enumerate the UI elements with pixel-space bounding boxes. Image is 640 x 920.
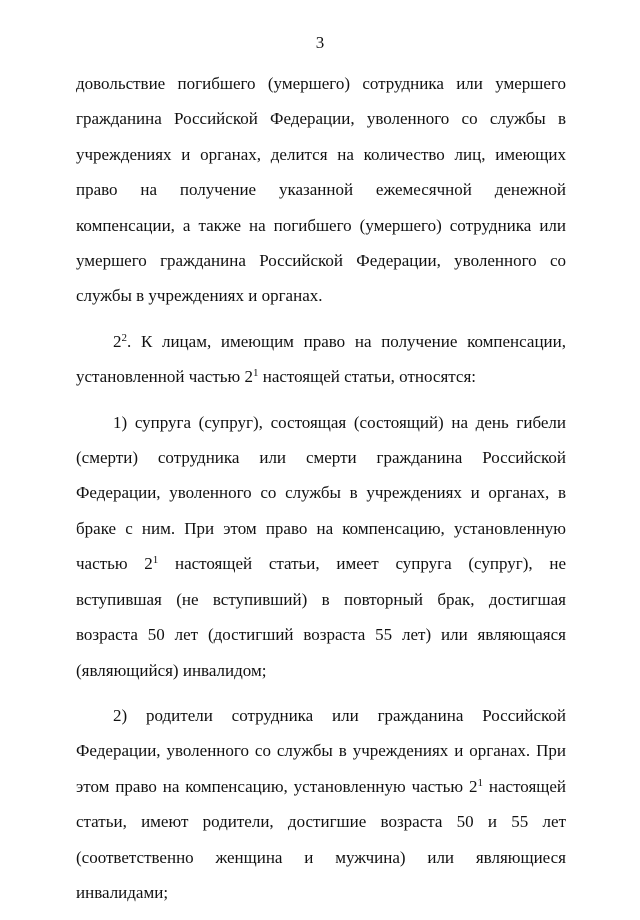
- clause-number: 2: [113, 331, 122, 351]
- paragraph-text: настоящей статьи, относятся:: [258, 367, 476, 387]
- reference-superscript: 1: [252, 367, 259, 380]
- document-body: [76, 66, 566, 920]
- clause-superscript: 2: [121, 331, 127, 344]
- reference-superscript: 1: [477, 776, 483, 789]
- paragraph-allowance-division: [76, 66, 566, 314]
- paragraph-item-1-spouse: [76, 405, 566, 688]
- paragraph-text: довольствие погибшего (умершего) сотрудника или умершего гражданина Российской Федерации, уволенного со службы в учреждениях и органах, делится на количество лиц, имеющих право на получение указанной ежемесячной денежной компенсации, а также на погибшего (умершего) сотрудника или умершего гражданина Российской Федерации, уволенного со службы в учреждениях и органах.: [76, 74, 566, 306]
- paragraph-item-2-parents: [76, 698, 566, 910]
- paragraph-text: настоящей статьи, имеет супруга (супруг), не вступившая (не вступивший) в повторный брак, достигшая возраста 50 лет (достигший возраста 55 лет) или являющаяся (являющийся) инвалидом;: [76, 554, 566, 680]
- paragraph-text: . К лицам, имеющим право на получение компенсации, установленной частью 2: [76, 331, 566, 387]
- paragraph-clause-2-2: [76, 324, 566, 395]
- paragraph-text: настоящей статьи, имеют родители, достигшие возраста 50 и 55 лет (соответственно женщина и мужчина) или являющиеся инвалидами;: [76, 776, 566, 902]
- page-number: 3: [315, 33, 325, 52]
- reference-superscript: 1: [152, 554, 159, 567]
- paragraph-text: 1) супруга (супруг), состоящая (состоящий) на день гибели (смерти) сотрудника или смерти гражданина Российской Федерации, уволенного со службы в учреждениях и органах, в браке с ним. При этом право на компенсацию, установленную частью 2: [76, 412, 566, 574]
- paragraph-text: 2) родители сотрудника или гражданина Российской Федерации, уволенного со службы в учреждениях и органах. При этом право на компенсацию, установленную частью 2: [76, 705, 566, 796]
